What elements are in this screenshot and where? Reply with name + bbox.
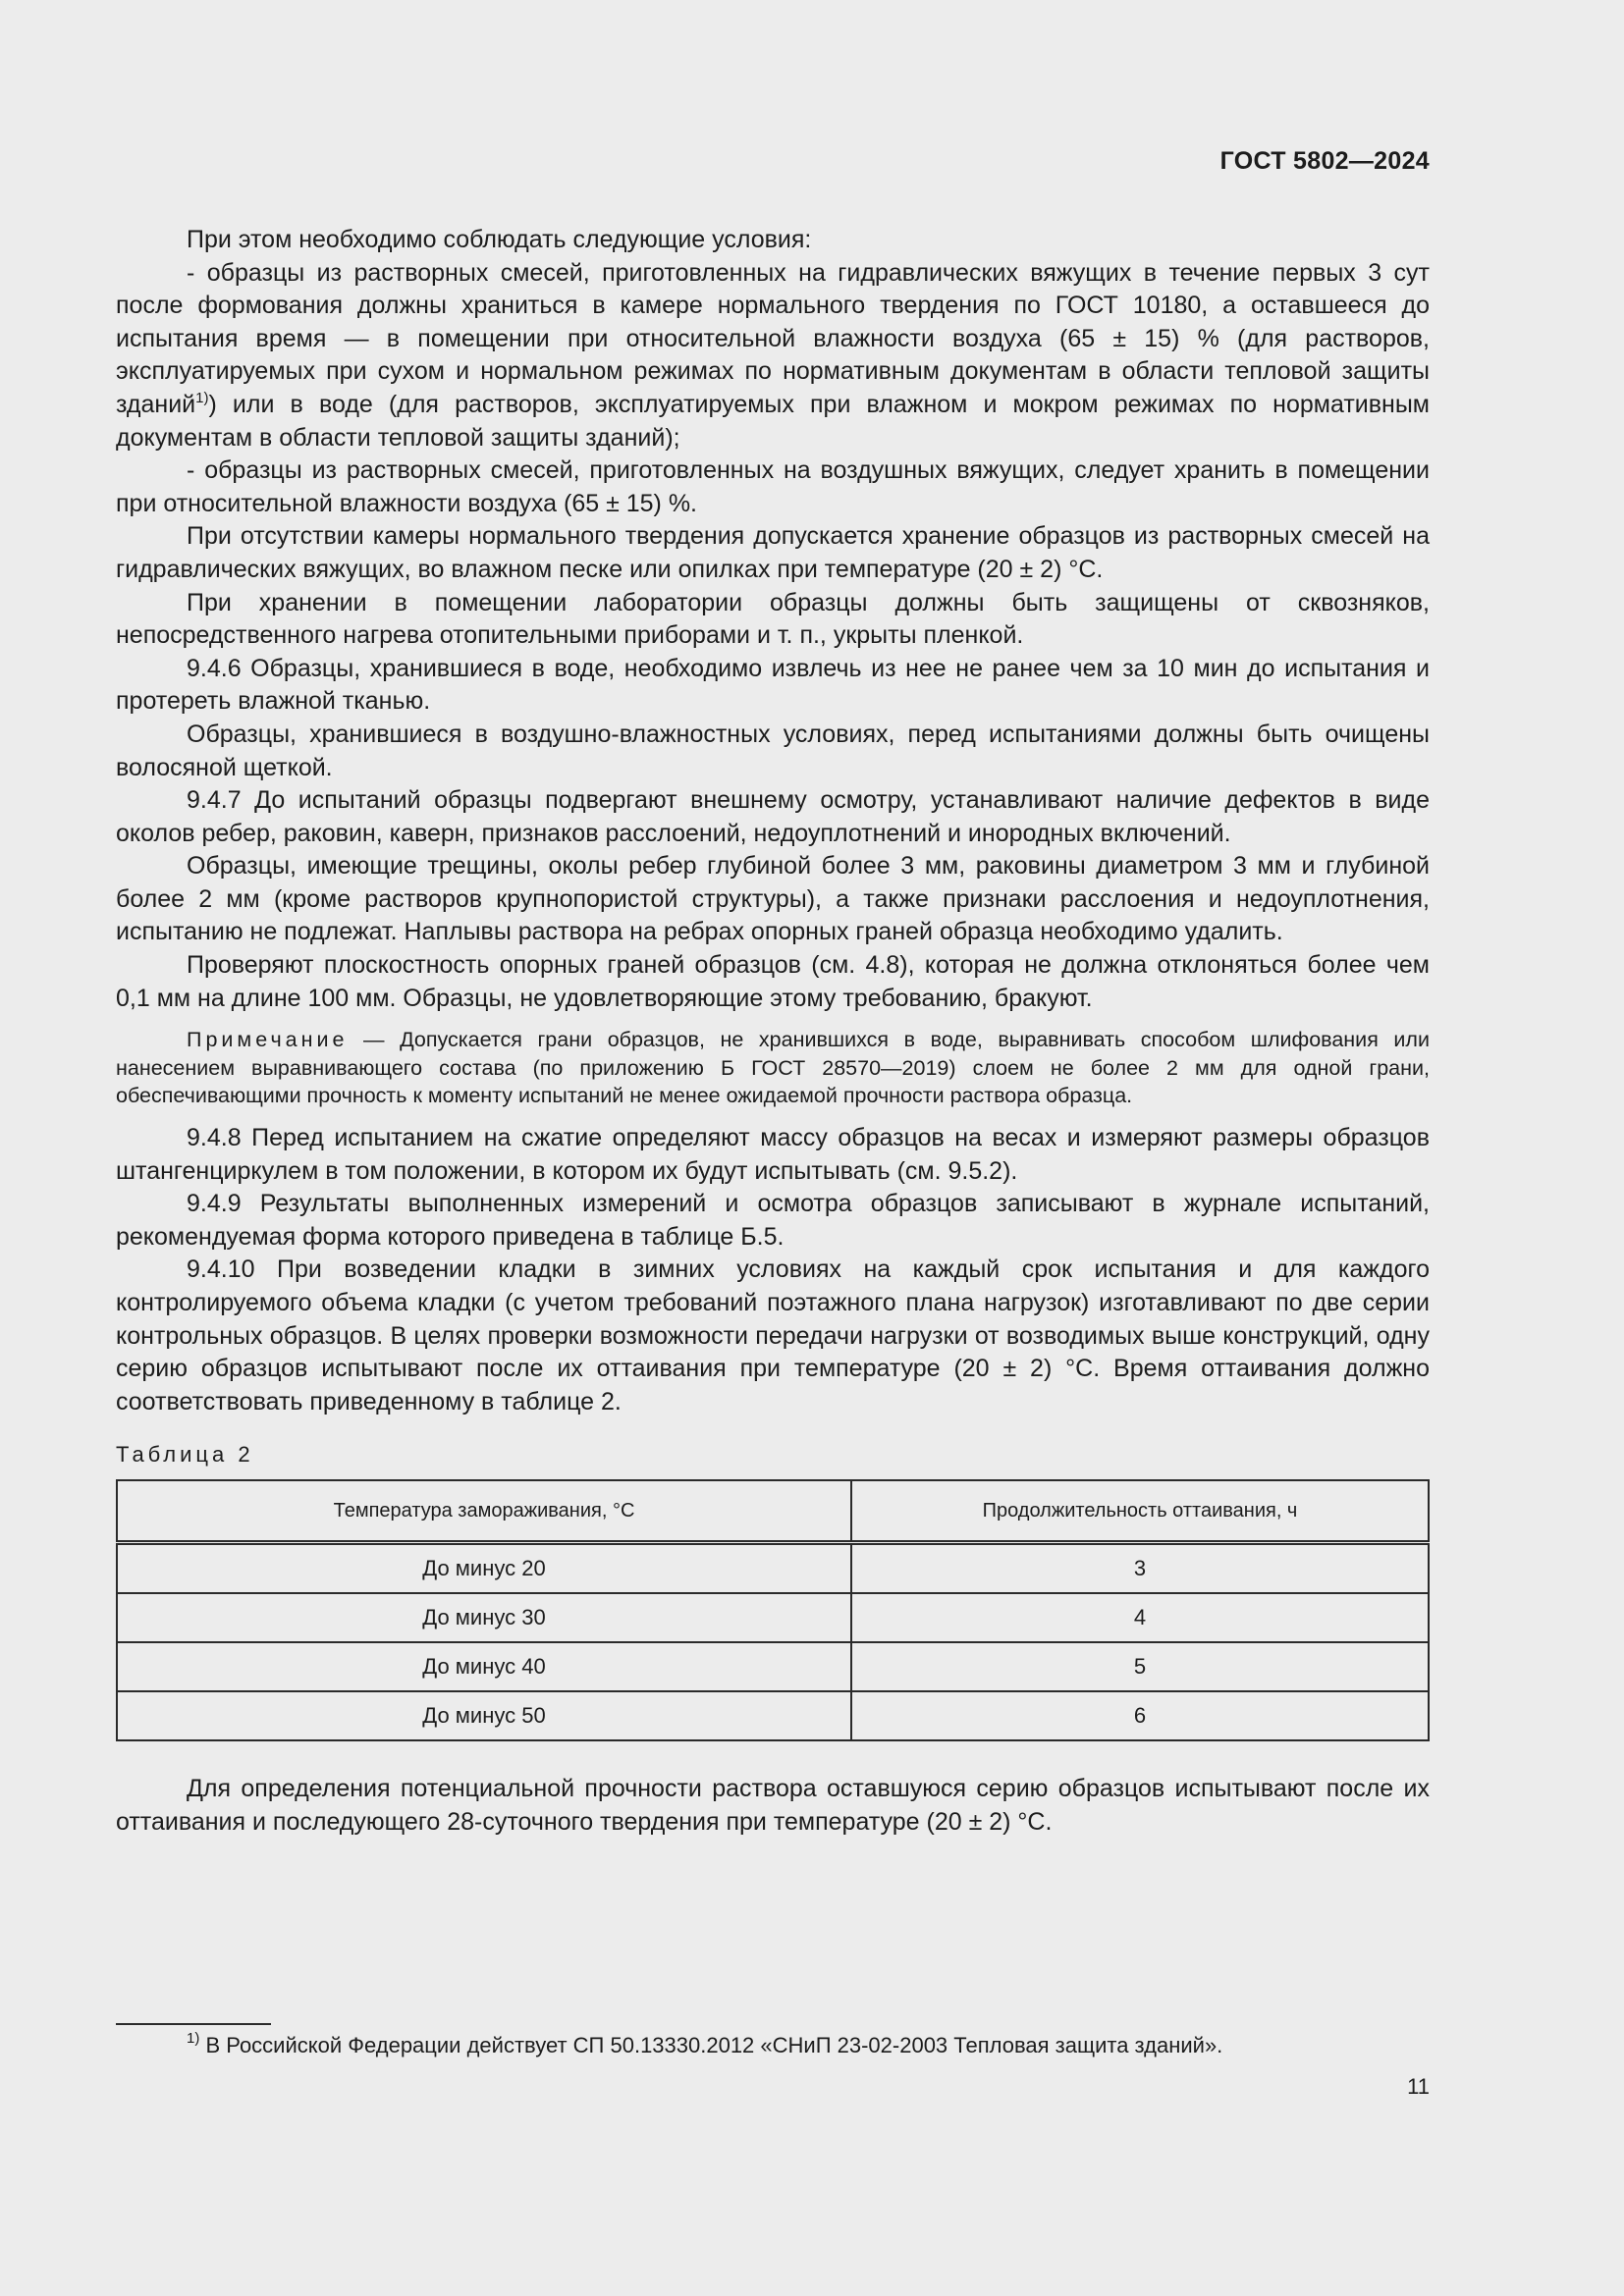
page-number: 11 (1407, 2074, 1430, 2099)
table-cell: До минус 30 (117, 1593, 851, 1642)
table-cell: 5 (851, 1642, 1429, 1691)
note-text: — Допускается грани образцов, не хранившихся в воде, выравнивать способом шлифования или нанесением выравнивающего состава (по приложению Б ГОСТ 28570—2019) слоем не более 2 мм для одной грани, обеспечивающими прочность к моменту испытаний не менее ожидаемой прочности раствора образца. (116, 1028, 1430, 1108)
document-code: ГОСТ 5802—2024 (1219, 147, 1430, 175)
paragraph-9-4-8: 9.4.8 Перед испытанием на сжатие определяют массу образцов на весах и измеряют размеры образцов штангенциркулем в том положении, в котором их будут испытывать (см. 9.5.2). (116, 1124, 1430, 1185)
footnote-marker: 1) (187, 2030, 200, 2047)
paragraph-list-item: - образцы из растворных смесей, приготовленных на воздушных вяжущих, следует хранить в помещении при относительной влажности воздуха (65 ± 15) %. (116, 456, 1430, 517)
table-row (117, 1642, 1429, 1691)
paragraph-list-item (116, 257, 1430, 455)
page-body (116, 224, 1430, 1840)
paragraph: При этом необходимо соблюдать следующие условия: (187, 226, 812, 253)
column-header-duration: Продолжительность оттаивания, ч (851, 1480, 1429, 1543)
paragraph-9-4-6: 9.4.6 Образцы, хранившиеся в воде, необходимо извлечь из нее не ранее чем за 10 мин до испытания и протереть влажной тканью. (116, 654, 1430, 716)
paragraph: При хранении в помещении лаборатории образцы должны быть защищены от сквозняков, непосредственного нагрева отопительными приборами и т. п., укрыты пленкой. (116, 588, 1430, 650)
paragraph-9-4-10: 9.4.10 При возведении кладки в зимних условиях на каждый срок испытания и для каждого контролируемого объема кладки (с учетом требований поэтажного плана нагрузок) изготавливают по две серии контрольных образцов. В целях проверки возможности передачи нагрузки от возводимых выше конструкций, одну серию образцов испытывают после их оттаивания при температуре (20 ± 2) °С. Время оттаивания должно соответствовать приведенному в таблице 2. (116, 1255, 1430, 1415)
footnote-ref: 1) (195, 389, 209, 406)
footnote-divider (116, 2023, 271, 2025)
note-label: Примечание (187, 1028, 349, 1052)
table-2 (116, 1479, 1430, 1741)
table-cell: До минус 40 (117, 1642, 851, 1691)
text-run: ) или в воде (для растворов, эксплуатируемых при влажном и мокром режимах по нормативным документам в области тепловой защиты зданий); (116, 390, 1430, 452)
note (116, 1026, 1430, 1110)
paragraph: Проверяют плоскостность опорных граней образцов (см. 4.8), которая не должна отклоняться более чем 0,1 мм на длине 100 мм. Образцы, не удовлетворяющие этому требованию, бракуют. (116, 951, 1430, 1012)
column-header-temperature: Температура замораживания, °С (117, 1480, 851, 1543)
paragraph-9-4-9: 9.4.9 Результаты выполненных измерений и осмотра образцов записывают в журнале испытаний, рекомендуемая форма которого приведена в таблице Б.5. (116, 1190, 1430, 1251)
paragraph-9-4-7: 9.4.7 До испытаний образцы подвергают внешнему осмотру, устанавливают наличие дефектов в виде околов ребер, раковин, каверн, признаков расслоений, недоуплотнений и инородных включений. (116, 786, 1430, 847)
table-cell: 3 (851, 1543, 1429, 1594)
paragraph: Образцы, имеющие трещины, околы ребер глубиной более 3 мм, раковины диаметром 3 мм и глубиной более 2 мм (кроме растворов крупнопористой структуры), а также признаки расслоения и недоуплотнения, испытанию не подлежат. Наплывы раствора на ребрах опорных граней образца необходимо удалить. (116, 852, 1430, 946)
paragraph: Для определения потенциальной прочности раствора оставшуюся серию образцов испытывают после их оттаивания и последующего 28-суточного твердения при температуре (20 ± 2) °С. (116, 1775, 1430, 1836)
text-run: - образцы из растворных смесей, приготовленных на гидравлических вяжущих в течение первых 3 сут после формования должны храниться в камере нормального твердения по ГОСТ 10180, а оставшееся до испытания время — в помещении при относительной влажности воздуха (65 ± 15) % (для растворов, эксплуатируемых при сухом и нормальном режимах по нормативным документам в области тепловой защиты зданий (116, 258, 1430, 418)
paragraph: При отсутствии камеры нормального твердения допускается хранение образцов из растворных смесей на гидравлических вяжущих, во влажном песке или опилках при температуре (20 ± 2) °С. (116, 522, 1430, 583)
footnote-text: В Российской Федерации действует СП 50.13330.2012 «СНиП 23-02-2003 Тепловая защита зданий». (199, 2033, 1223, 2057)
table-row (117, 1543, 1429, 1594)
table-cell: 4 (851, 1593, 1429, 1642)
table-cell: До минус 20 (117, 1543, 851, 1594)
table-header-row (117, 1480, 1429, 1543)
table-row (117, 1593, 1429, 1642)
table-row (117, 1691, 1429, 1740)
table-caption: Таблица 2 (116, 1442, 254, 1468)
paragraph: Образцы, хранившиеся в воздушно-влажностных условиях, перед испытаниями должны быть очищены волосяной щеткой. (116, 720, 1430, 781)
table-cell: 6 (851, 1691, 1429, 1740)
table-cell: До минус 50 (117, 1691, 851, 1740)
footnote (187, 2031, 1222, 2060)
